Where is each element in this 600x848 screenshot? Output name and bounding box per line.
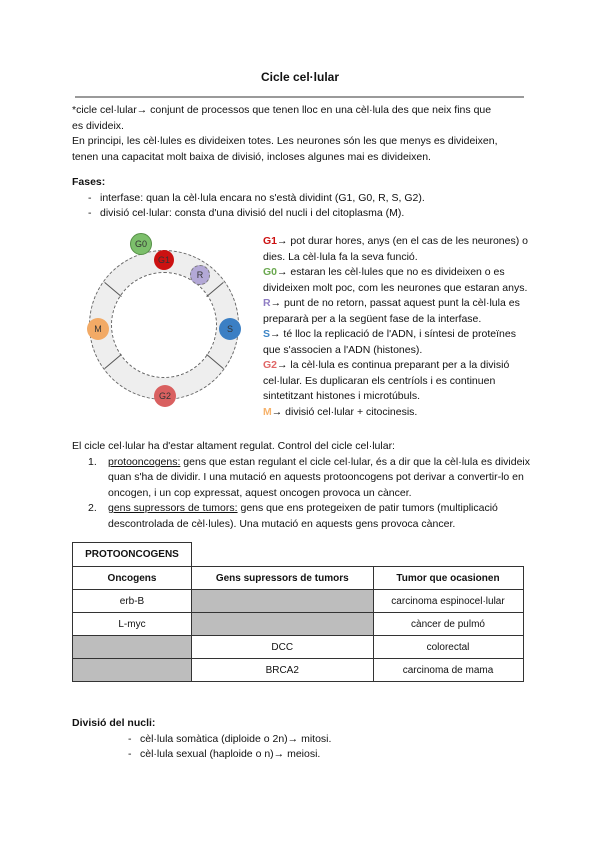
legend-key: S (263, 328, 271, 340)
node-label: S (226, 324, 233, 334)
phases-section (72, 175, 532, 222)
table-row (73, 613, 524, 636)
s-node (219, 318, 241, 340)
node-label: G0 (134, 239, 147, 249)
table-cell (73, 659, 192, 682)
column-header: Gens supressors de tumors (192, 567, 374, 590)
legend-s (263, 327, 533, 358)
r-node (190, 265, 210, 285)
node-label: M (94, 324, 102, 334)
protooncogens-table (72, 542, 524, 682)
legend-g0 (263, 265, 533, 296)
list-item (72, 501, 534, 532)
intro-line: es divideix. (72, 119, 124, 132)
node-label: R (196, 270, 204, 280)
node-label: G1 (157, 255, 170, 265)
table-cell: BRCA2 (192, 659, 374, 682)
legend-g1 (263, 234, 533, 265)
nucleus-list (72, 732, 532, 763)
legend-key: R (263, 297, 271, 309)
empty-cell (373, 543, 523, 567)
legend-text: → estaran les cèl·lules que no es divideixen o es divideixen molt poc, com les neurones que estaran anys. (263, 266, 528, 294)
list-number: 1. (88, 455, 97, 468)
legend-g2 (263, 358, 533, 405)
table-cell: carcinoma espinocel·lular (373, 590, 523, 613)
g1-node (154, 250, 174, 270)
list-item: - cèl·lula sexual (haploide o n)→ meiosi. (112, 747, 532, 763)
legend-text: → té lloc la replicació de l'ADN, i síntesi de proteïnes que s'associen a l'ADN (histones). (263, 328, 516, 356)
node-label: G2 (158, 391, 171, 401)
nucleus-section (72, 716, 532, 763)
table-row (73, 636, 524, 659)
table-caption: PROTOONCOGENS (73, 543, 192, 567)
table-cell: carcinoma de mama (373, 659, 523, 682)
table-cell: erb-B (73, 590, 192, 613)
title-divider (75, 96, 524, 98)
legend-text: → la cèl·lula es continua preparant per a la divisió cel·lular. Es duplicaran els centríols i es continuen sintetitzant histones i microtúbuls. (263, 359, 510, 402)
table-cell: DCC (192, 636, 374, 659)
m-node (87, 318, 109, 340)
list-term: gens supressors de tumors: (108, 502, 238, 514)
regulation-intro: El cicle cel·lular ha d'estar altament regulat. Control del cicle cel·lular: (72, 440, 395, 452)
legend-key: G1 (263, 235, 278, 247)
column-header: Tumor que ocasionen (373, 567, 523, 590)
ring-divider (206, 282, 223, 297)
list-item: - interfase: quan la cèl·lula encara no s'està dividint (G1, G0, R, S, G2). (72, 191, 532, 207)
column-header: Oncogens (73, 567, 192, 590)
list-item: - divisió cel·lular: consta d'una divisió del nucli i del citoplasma (M). (72, 206, 532, 222)
intro-line: *cicle cel·lular→ conjunt de processos que tenen lloc en una cèl·lula des que neix fins que (72, 104, 492, 116)
regulation-section (72, 439, 534, 532)
table-header-row (73, 567, 524, 590)
cycle-ring (89, 250, 239, 400)
table-row (73, 590, 524, 613)
legend-text: → punt de no retorn, passat aquest punt la cèl·lula es prepararà per a la següent fase de la interfase. (263, 297, 520, 325)
legend-key: M (263, 405, 272, 418)
intro-line: En principi, les cèl·lules es divideixen totes. Les neurones són les que menys es divideixen, (72, 135, 498, 147)
table-cell: càncer de pulmó (373, 613, 523, 636)
list-item: - cèl·lula somàtica (diploide o 2n)→ mitosi. (112, 732, 532, 748)
nucleus-heading: Divisió del nucli: (72, 717, 156, 729)
legend-m (263, 405, 533, 421)
list-text: gens que ens protegeixen de patir tumors (multiplicació descontrolada de cèl·lules). Una mutació en aquests gens provoca càncer. (108, 502, 498, 530)
page-title: Cicle cel·lular (260, 70, 340, 84)
ring-divider (104, 282, 121, 297)
g0-node (130, 233, 152, 255)
list-text: gens que estan regulant el cicle cel·lular, és a dir que la cèl·lula es divideix quan s'ha de dividir. I una mutació en aquests protooncogens pot derivar a convertir-lo en oncogen, i un cop expressat, aquest oncogen provoca un càncer. (108, 455, 531, 499)
intro-line: tenen una capacitat molt baixa de divisió, incloses algunes mai es divideixen. (72, 150, 431, 163)
table-cell (73, 636, 192, 659)
legend-text: → divisió cel·lular + citocinesis. (271, 405, 418, 418)
intro-paragraph (72, 103, 532, 165)
phases-list (72, 191, 532, 222)
ring-divider (206, 354, 223, 369)
empty-cell (192, 543, 374, 567)
table-row (73, 659, 524, 682)
list-number: 2. (88, 502, 97, 514)
cycle-ring-center (111, 272, 217, 378)
list-item (72, 455, 534, 502)
list-term: protooncogens: (108, 455, 181, 468)
regulation-list (72, 455, 534, 533)
table-cell: L-myc (73, 613, 192, 636)
g2-node (154, 385, 176, 407)
phase-legend (263, 234, 533, 420)
cell-cycle-diagram (84, 233, 248, 413)
table-cell: colorectal (373, 636, 523, 659)
legend-text: → pot durar hores, anys (en el cas de les neurones) o dies. La cèl·lula fa la seva funció. (263, 235, 528, 263)
phases-heading: Fases: (72, 176, 106, 188)
table-cell (192, 613, 374, 636)
legend-r (263, 296, 533, 327)
ring-divider (104, 354, 121, 369)
legend-key: G0 (263, 266, 278, 278)
table-cell (192, 590, 374, 613)
legend-key: G2 (263, 359, 278, 371)
